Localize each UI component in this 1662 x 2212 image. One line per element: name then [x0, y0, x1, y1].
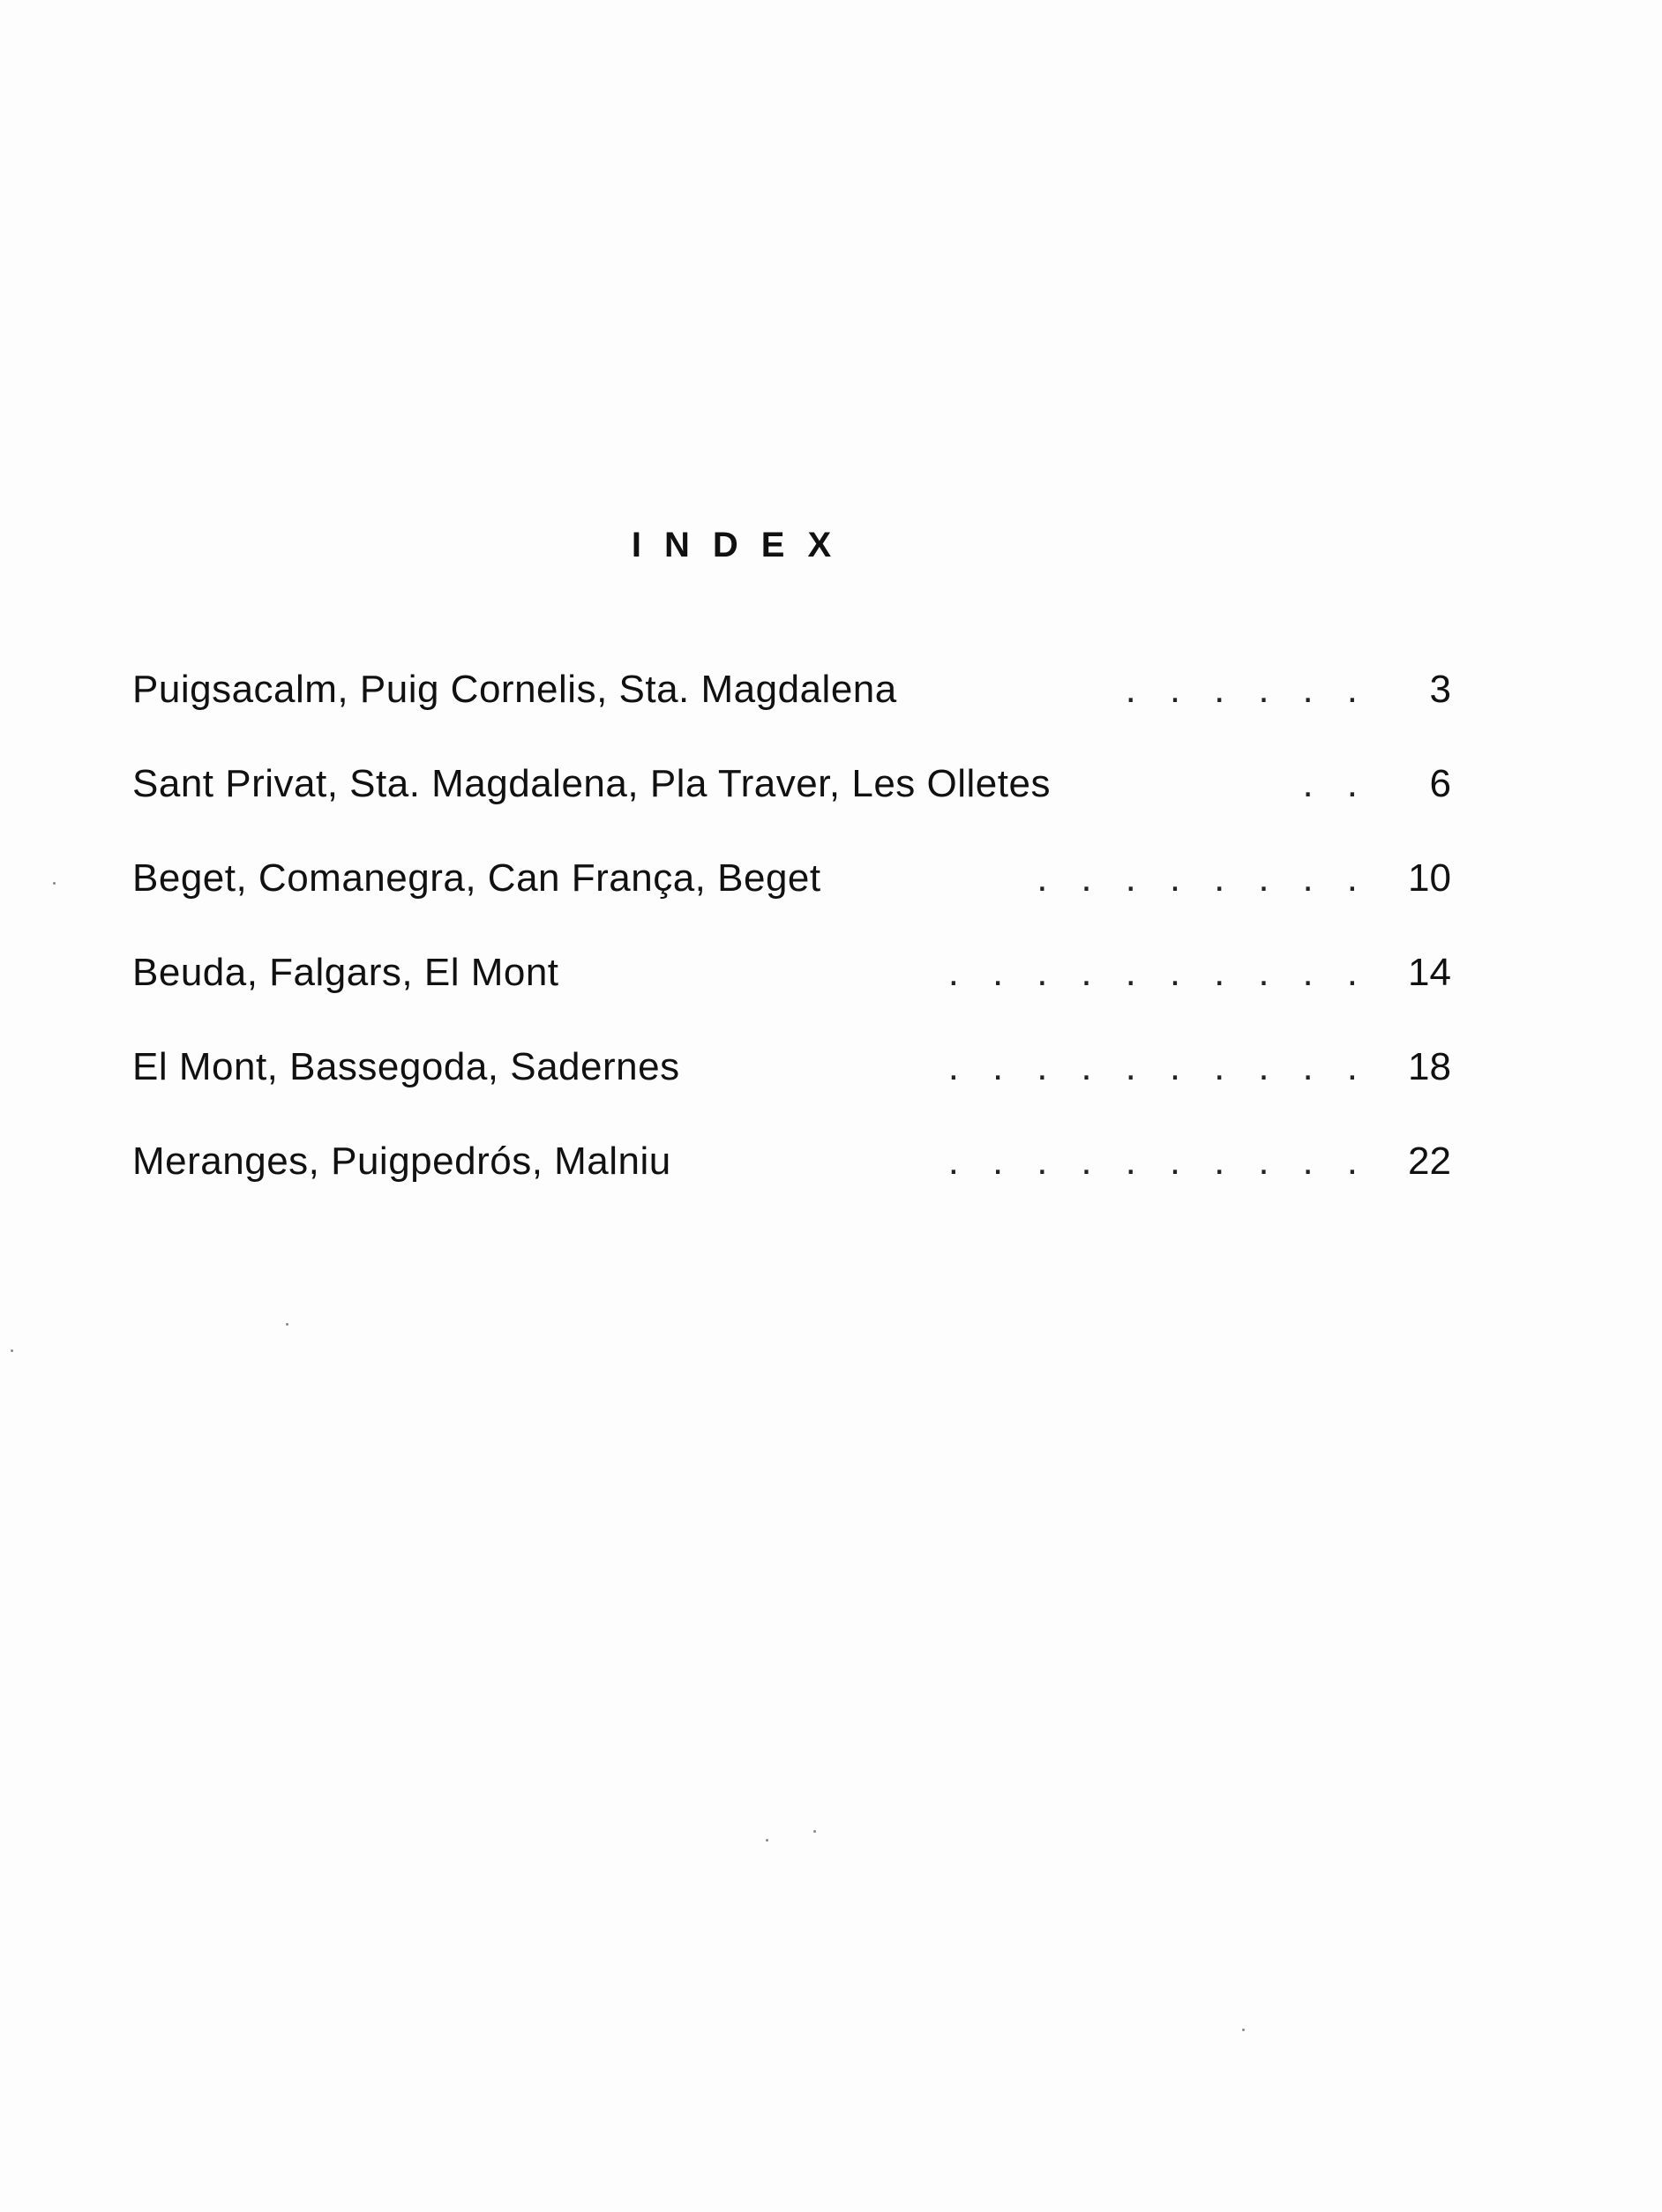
- toc-entry-label: Beuda, Falgars, El Mont: [132, 951, 559, 994]
- scan-speck: [1242, 2029, 1245, 2031]
- toc-dot-leader: ..: [1302, 762, 1391, 805]
- toc-page-number: 3: [1429, 668, 1451, 711]
- table-of-contents: [132, 663, 1451, 1229]
- toc-page-number: 6: [1429, 762, 1451, 805]
- toc-entry-label: Sant Privat, Sta. Magdalena, Pla Traver, Les Olletes: [132, 762, 1051, 805]
- toc-entry: [132, 852, 1451, 946]
- toc-entry-label: Puigsacalm, Puig Cornelis, Sta. Magdalena: [132, 668, 897, 711]
- toc-entry: [132, 946, 1451, 1041]
- toc-entry: [132, 758, 1451, 852]
- toc-page-number: 14: [1408, 951, 1451, 994]
- toc-dot-leader: ........: [1037, 856, 1391, 900]
- toc-dot-leader: ..........: [947, 1140, 1391, 1183]
- scan-speck: [11, 1349, 13, 1352]
- toc-entry-label: Meranges, Puigpedrós, Malniu: [132, 1140, 671, 1183]
- toc-entry: [132, 663, 1451, 758]
- scan-speck: [53, 882, 56, 885]
- toc-page-number: 10: [1408, 856, 1451, 900]
- toc-entry: [132, 1135, 1451, 1229]
- scan-speck: [286, 1323, 288, 1326]
- toc-page-number: 18: [1408, 1045, 1451, 1088]
- scan-speck: [766, 1839, 768, 1842]
- page-title: INDEX: [631, 526, 855, 564]
- scan-speck: [813, 1830, 816, 1833]
- toc-dot-leader: ......: [1125, 668, 1391, 711]
- toc-entry-label: Beget, Comanegra, Can França, Beget: [132, 856, 821, 900]
- toc-entry-label: El Mont, Bassegoda, Sadernes: [132, 1045, 680, 1088]
- toc-dot-leader: ..........: [947, 1045, 1391, 1088]
- toc-entry: [132, 1041, 1451, 1135]
- toc-page-number: 22: [1408, 1140, 1451, 1183]
- toc-dot-leader: ..........: [947, 951, 1391, 994]
